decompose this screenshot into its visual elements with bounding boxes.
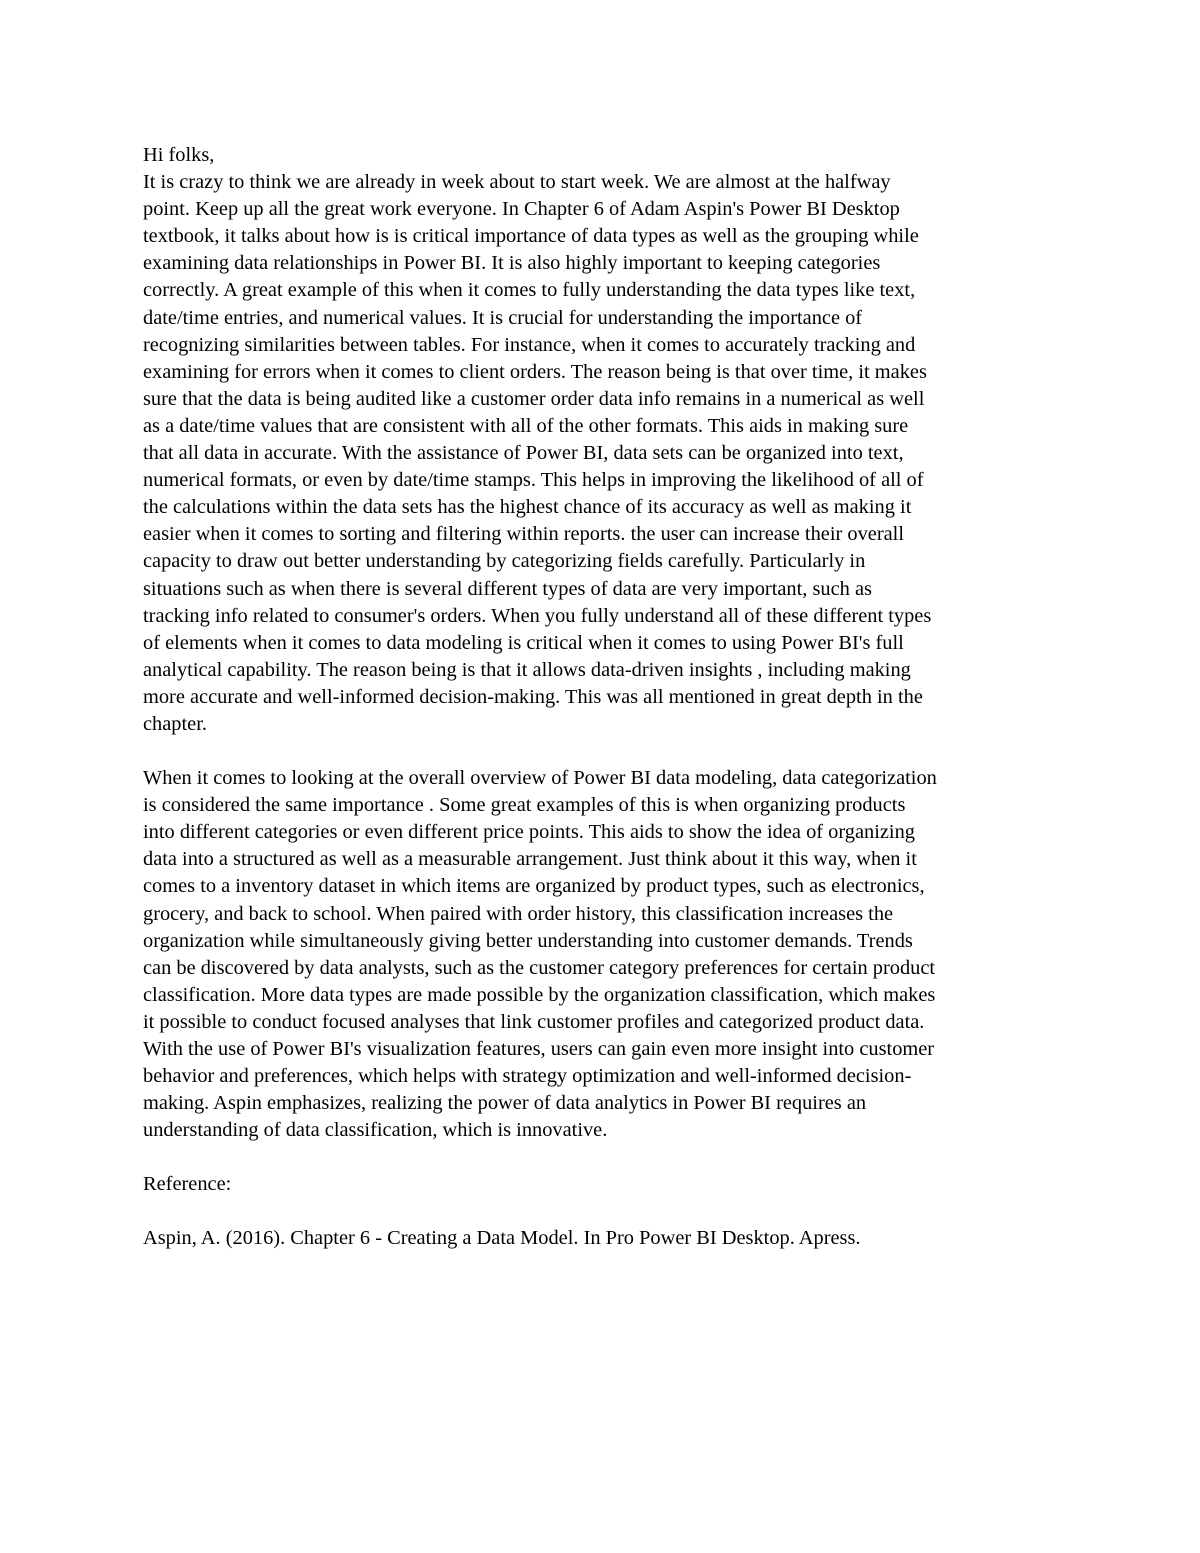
paragraph-spacer	[143, 738, 1063, 765]
greeting-line: Hi folks,	[143, 144, 215, 166]
text-line: classification. More data types are made possible by the organization classification, which makes	[143, 983, 936, 1006]
text-line: the calculations within the data sets has the highest chance of its accuracy as well as making it	[143, 496, 912, 519]
text-line: recognizing similarities between tables. For instance, when it comes to accurately tracking and	[143, 333, 916, 356]
text-line: sure that the data is being audited like a customer order data info remains in a numerical as well	[143, 387, 925, 410]
reference-heading-text: Reference:	[143, 1173, 232, 1196]
text-line: making. Aspin emphasizes, realizing the power of data analytics in Power BI requires an	[143, 1092, 867, 1115]
text-line: organization while simultaneously giving better understanding into customer demands. Trends	[143, 929, 913, 952]
text-line: situations such as when there is several different types of data are very important, such as	[143, 577, 872, 600]
text-line: With the use of Power BI's visualization features, users can gain even more insight into customer	[143, 1038, 935, 1060]
text-line: of elements when it comes to data modeling is critical when it comes to using Power BI's full	[143, 631, 904, 654]
text-line: examining data relationships in Power BI. It is also highly important to keeping categories	[143, 252, 881, 275]
text-line: that all data in accurate. With the assistance of Power BI, data sets can be organized into text,	[143, 442, 904, 465]
paragraph-spacer	[143, 1144, 1063, 1171]
text-line: correctly. A great example of this when it comes to fully understanding the data types like text,	[143, 279, 916, 302]
text-line: easier when it comes to sorting and filtering within reports. the user can increase their overall	[143, 523, 904, 546]
reference-heading	[143, 1171, 1063, 1198]
paragraph-spacer	[143, 1198, 1063, 1225]
document-body	[143, 142, 1063, 1253]
text-line: It is crazy to think we are already in week about to start week. We are almost at the halfway	[143, 171, 891, 194]
reference-entry	[143, 1225, 1063, 1252]
text-line: it possible to conduct focused analyses that link customer profiles and categorized product data.	[143, 1010, 925, 1033]
paragraph-1	[143, 169, 1063, 738]
text-line: tracking info related to consumer's orders. When you fully understand all of these different types	[143, 604, 932, 627]
greeting	[143, 142, 1063, 169]
text-line: into different categories or even different price points. This aids to show the idea of organizing	[143, 821, 915, 844]
text-line: numerical formats, or even by date/time stamps. This helps in improving the likelihood of all of	[143, 469, 924, 492]
paragraph-2	[143, 765, 1063, 1144]
text-line: comes to a inventory dataset in which items are organized by product types, such as electronics,	[143, 875, 925, 898]
reference-entry-text: Aspin, A. (2016). Chapter 6 - Creating a Data Model. In Pro Power BI Desktop. Apress.	[143, 1227, 861, 1250]
text-line: textbook, it talks about how is is critical importance of data types as well as the grouping while	[143, 225, 919, 248]
text-line: behavior and preferences, which helps with strategy optimization and well-informed decision-	[143, 1065, 912, 1088]
text-line: is considered the same importance . Some great examples of this is when organizing products	[143, 794, 906, 817]
text-line: point. Keep up all the great work everyone. In Chapter 6 of Adam Aspin's Power BI Desktop	[143, 198, 900, 221]
text-line: can be discovered by data analysts, such as the customer category preferences for certain product	[143, 956, 936, 979]
text-line: more accurate and well-informed decision-making. This was all mentioned in great depth in the	[143, 685, 923, 708]
text-line: analytical capability. The reason being is that it allows data-driven insights , including making	[143, 658, 911, 681]
text-line: data into a structured as well as a measurable arrangement. Just think about it this way, when it	[143, 848, 917, 871]
text-line: examining for errors when it comes to client orders. The reason being is that over time, it makes	[143, 360, 927, 383]
text-line: as a date/time values that are consistent with all of the other formats. This aids in making sure	[143, 414, 909, 437]
text-line: date/time entries, and numerical values. It is crucial for understanding the importance of	[143, 306, 863, 329]
text-line: understanding of data classification, which is innovative.	[143, 1119, 608, 1142]
text-line: chapter.	[143, 712, 207, 735]
text-line: capacity to draw out better understanding by categorizing fields carefully. Particularly in	[143, 550, 866, 573]
text-line: When it comes to looking at the overall overview of Power BI data modeling, data categorization	[143, 767, 937, 790]
text-line: grocery, and back to school. When paired with order history, this classification increases the	[143, 902, 894, 925]
